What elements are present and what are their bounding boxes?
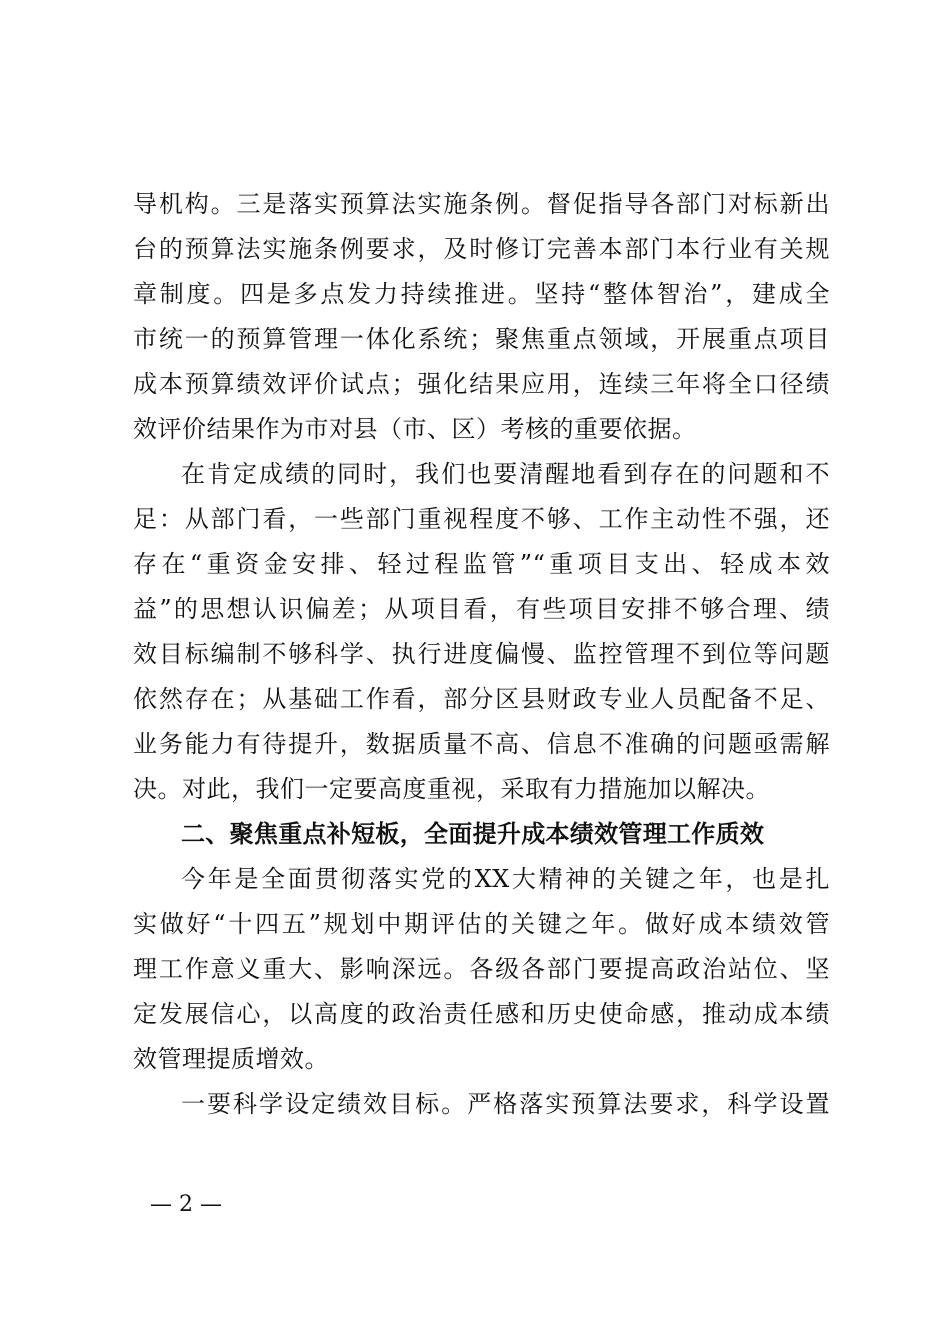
body-text-line: 决。对此，我们一定要高度重视，采取有力措施加以解决。 xyxy=(133,775,770,803)
section-heading: 二、聚焦重点补短板，全面提升成本绩效管理工作质效 xyxy=(181,820,765,848)
body-text-line: 章制度。四是多点发力持续推进。坚持“整体智治”，建成全 xyxy=(133,280,830,308)
paragraph-first-line: 在肯定成绩的同时，我们也要清醒地看到存在的问题和不 xyxy=(181,460,830,488)
page-number: — 2 — xyxy=(150,1192,222,1217)
paragraph-first-line: 一要科学设定绩效目标。严格落实预算法要求，科学设置 xyxy=(181,1090,830,1118)
body-text-line: 益”的思想认识偏差；从项目看，有些项目安排不够合理、绩 xyxy=(133,595,830,623)
body-text-line: 实做好“十四五”规划中期评估的关键之年。做好成本绩效管 xyxy=(133,910,830,938)
body-text-line: 成本预算绩效评价试点；强化结果应用，连续三年将全口径绩 xyxy=(133,370,830,398)
body-text-line: 效评价结果作为市对县（市、区）考核的重要依据。 xyxy=(133,415,697,443)
body-text-line: 效管理提质增效。 xyxy=(133,1045,329,1073)
body-text-line: 市统一的预算管理一体化系统；聚焦重点领域，开展重点项目 xyxy=(133,325,830,353)
paragraph-first-line: 今年是全面贯彻落实党的XX大精神的关键之年，也是扎 xyxy=(181,865,830,893)
body-text-line: 台的预算法实施条例要求，及时修订完善本部门本行业有关规 xyxy=(133,235,830,263)
body-text-line: 定发展信心，以高度的政治责任感和历史使命感，推动成本绩 xyxy=(133,1000,830,1028)
body-text-line: 理工作意义重大、影响深远。各级各部门要提高政治站位、坚 xyxy=(133,955,830,983)
body-text-line: 足：从部门看，一些部门重视程度不够、工作主动性不强，还 xyxy=(133,505,830,533)
body-text-line: 业务能力有待提升，数据质量不高、信息不准确的问题亟需解 xyxy=(133,730,830,758)
body-text-line: 效目标编制不够科学、执行进度偏慢、监控管理不到位等问题 xyxy=(133,640,830,668)
body-text-line: 依然存在；从基础工作看，部分区县财政专业人员配备不足、 xyxy=(133,685,830,713)
body-text-line: 存在“重资金安排、轻过程监管”“重项目支出、轻成本效 xyxy=(133,550,830,578)
body-text-line: 导机构。三是落实预算法实施条例。督促指导各部门对标新出 xyxy=(133,190,830,218)
